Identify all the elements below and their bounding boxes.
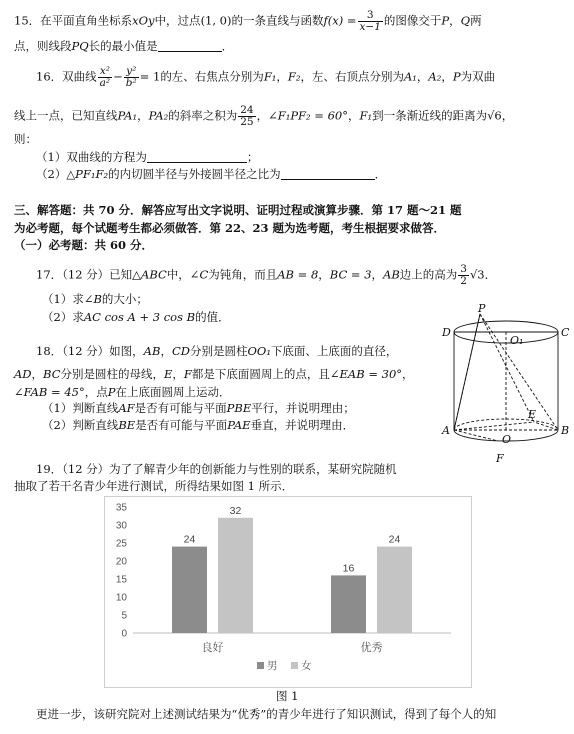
label-F: F — [496, 452, 504, 465]
answer-blank — [147, 150, 247, 163]
bar — [331, 575, 366, 633]
legend-label: 女 — [301, 660, 312, 672]
label-E: E — [528, 408, 537, 421]
label-O1: O₁ — [510, 334, 524, 347]
label-B: B — [561, 424, 570, 437]
q19-line2: 抽取了若干名青少年进行测试，所得结果如图 1 所示． — [14, 479, 294, 493]
legend-swatch — [291, 662, 298, 669]
data-label: 16 — [342, 562, 355, 575]
y-tick-label: 35 — [115, 502, 127, 514]
x-tick-label: 良好 — [201, 641, 224, 654]
legend-swatch — [257, 662, 264, 669]
q17-sub2: （2）求AC cos A + 3 cos B的值． — [42, 310, 230, 324]
q16-line1: 16．双曲线 $\frac{\text{x²}}{\text{a²}}$ − $\frac{\text{y²}}{\text{b²}}$ = 1的左、右焦点分别为F₁，F₂，左、右顶点分别为A₁，A₂，P为双曲 — [36, 65, 496, 89]
q18-sub2: （2）判断直线BE是否有可能与平面PAE垂直，并说明理由． — [42, 418, 355, 432]
data-label: 24 — [388, 533, 401, 546]
section-header-line2: 为必考题，每个试题考生都必须做答．第 22、23 题为选考题，考生根据要求做答． — [14, 221, 446, 235]
data-label: 24 — [183, 533, 196, 546]
y-tick-label: 25 — [115, 538, 127, 550]
label-A: A — [442, 424, 450, 437]
figure-caption: 图 1 — [276, 689, 299, 703]
y-tick-label: 10 — [115, 592, 127, 604]
section-subheader: （一）必考题：共 60 分． — [14, 238, 154, 252]
q18-line1: 18．（12 分）如图，AB，CD分别是圆柱OO₁下底面、上底面的直径， — [36, 344, 398, 358]
answer-blank — [158, 39, 222, 52]
label-C: C — [561, 326, 570, 339]
y-tick-label: 30 — [115, 520, 127, 532]
q17-sub1: （1）求∠B的大小； — [42, 292, 148, 306]
label-D: D — [442, 326, 451, 339]
q19-line1: 19．（12 分）为了了解青少年的创新能力与性别的联系，某研究院随机 — [36, 462, 397, 476]
bar-chart-frame — [104, 496, 472, 688]
q17-line1: 17．（12 分）已知△ABC中，∠C为钝角，而且AB = 8，BC = 3，AB边上的高为 $\frac{3}{2}$ √3． — [36, 263, 497, 287]
q18-sub1: （1）判断直线AF是否有可能与平面PBE平行，并说明理由； — [42, 401, 355, 415]
bar-chart — [105, 497, 471, 687]
label-P: P — [478, 302, 486, 315]
q18-line3: ∠FAB = 45°，点P在上底面圆周上运动． — [14, 385, 231, 399]
q18-line2: AD，BC分别是圆柱的母线，E，F都是下底面圆周上的点，且∠EAB = 30°， — [14, 367, 414, 381]
label-O: O — [502, 433, 512, 446]
q15-line2: 点，则线段PQ长的最小值是 ． — [14, 39, 234, 53]
data-label: 32 — [229, 504, 242, 517]
y-tick-label: 20 — [115, 556, 127, 568]
legend-label: 男 — [267, 660, 278, 672]
q15-line1: 15．在平面直角坐标系xOy中，过点(1, 0)的一条直线与函数f(x) = $\frac{3}{x-1}$ 的图像交于P，Q两 — [14, 9, 482, 33]
section-header: 三、解答题：共 70 分．解答应写出文字说明、证明过程或演算步骤．第 17 题～21 题 — [14, 203, 462, 217]
answer-blank — [281, 167, 375, 180]
y-tick-label: 5 — [121, 610, 127, 622]
y-tick-label: 0 — [121, 628, 127, 640]
q19-line3: 更进一步，该研究院对上述测试结果为“优秀”的青少年进行了知识测试，得到了每个人的知 — [36, 707, 497, 721]
x-tick-label: 优秀 — [360, 641, 383, 654]
q15-fraction: $\frac{3}{x-1}$ — [359, 9, 381, 33]
y-tick-label: 15 — [115, 574, 127, 586]
q16-line2: 线上一点，已知直线PA₁，PA₂的斜率之积为 $\frac{24}{25}$ ，∠F₁PF₂ = 60°，F₁到一条渐近线的距离为√6， — [14, 104, 514, 128]
bar — [218, 518, 253, 633]
q16-sub2: （2）△PF₁F₂的内切圆半径与外接圆半径之比为 ． — [36, 167, 387, 181]
bar — [172, 547, 207, 633]
bar — [377, 547, 412, 633]
q16-sub1: （1）双曲线的方程为 ； — [36, 150, 259, 164]
q16-line3: 则： — [14, 132, 37, 146]
cylinder-figure — [440, 302, 572, 468]
